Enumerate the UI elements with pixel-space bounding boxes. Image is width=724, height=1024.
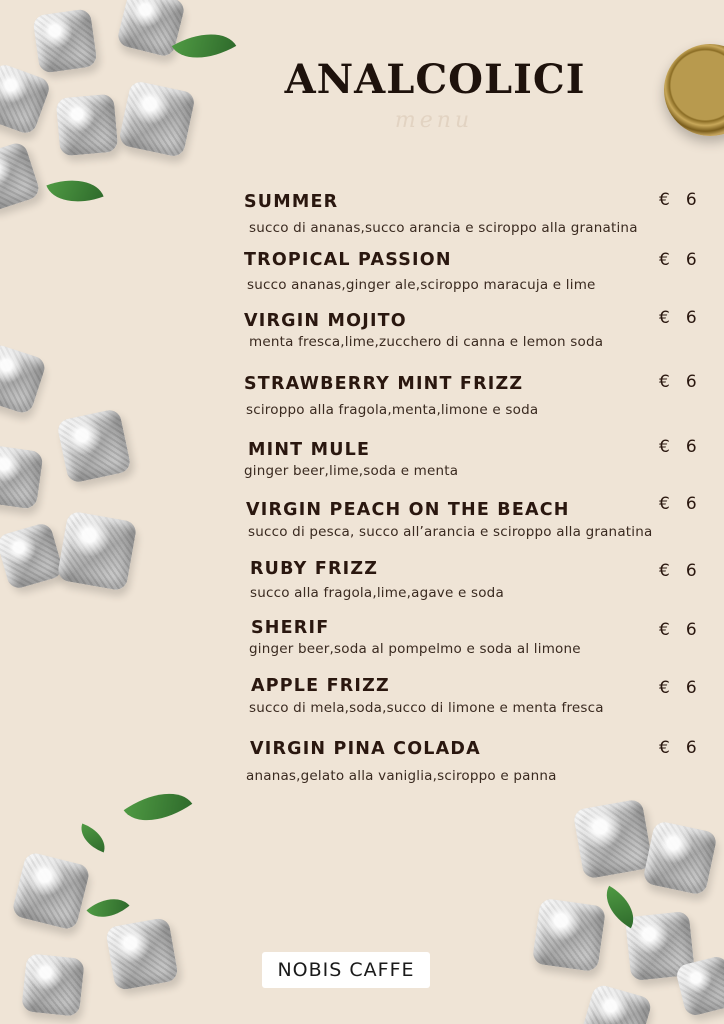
item-price <box>659 250 697 270</box>
item-name: MINT MULE <box>248 440 371 460</box>
item-price <box>659 620 697 640</box>
price-value: 6 <box>685 190 697 210</box>
item-description: sciroppo alla fragola,menta,limone e soda <box>246 402 539 418</box>
currency-symbol: € <box>659 190 670 210</box>
item-name: TROPICAL PASSION <box>244 250 452 270</box>
mint-leaf-icon <box>86 887 129 929</box>
currency-symbol: € <box>659 738 670 758</box>
price-value: 6 <box>685 738 697 758</box>
ice-cube-icon <box>0 140 42 213</box>
ice-cube-icon <box>0 342 48 415</box>
item-name: APPLE FRIZZ <box>251 676 390 696</box>
ice-cube-icon <box>11 851 91 931</box>
ice-cube-icon <box>21 953 85 1017</box>
item-price <box>659 308 697 328</box>
ice-cube-icon <box>56 408 132 484</box>
price-value: 6 <box>685 308 697 328</box>
currency-symbol: € <box>659 250 670 270</box>
ice-cube-icon <box>579 983 653 1024</box>
item-price <box>659 372 697 392</box>
mint-leaf-icon <box>46 168 103 213</box>
item-name: SUMMER <box>244 192 339 212</box>
item-price <box>659 561 697 581</box>
mint-leaf-icon <box>124 776 193 838</box>
menu-title: ANALCOLICI <box>284 56 586 103</box>
currency-symbol: € <box>659 372 670 392</box>
ice-cube-icon <box>32 8 98 74</box>
item-description: ananas,gelato alla vaniglia,sciroppo e panna <box>246 768 557 784</box>
item-description: ginger beer,lime,soda e menta <box>244 463 459 479</box>
cafe-logo-text: NOBIS CAFFE <box>277 959 415 981</box>
menu-subtitle: menu <box>394 108 474 133</box>
ice-cube-icon <box>642 820 718 896</box>
currency-symbol: € <box>659 678 670 698</box>
currency-symbol: € <box>659 494 670 514</box>
item-name: RUBY FRIZZ <box>250 559 379 579</box>
item-description: succo di pesca, succo all’arancia e sciroppo alla granatina <box>248 524 653 540</box>
item-name: VIRGIN MOJITO <box>244 311 407 331</box>
price-value: 6 <box>685 620 697 640</box>
ice-cube-icon <box>56 510 137 591</box>
item-price <box>659 738 697 758</box>
item-description: succo ananas,ginger ale,sciroppo maracuja e lime <box>247 277 596 293</box>
item-price <box>659 494 697 514</box>
item-description: succo di ananas,succo arancia e sciroppo alla granatina <box>249 220 638 236</box>
currency-symbol: € <box>659 437 670 457</box>
mint-leaf-icon <box>172 18 236 74</box>
bottle-cap-icon <box>664 44 724 136</box>
currency-symbol: € <box>659 561 670 581</box>
currency-symbol: € <box>659 308 670 328</box>
ice-cube-icon <box>0 521 65 590</box>
price-value: 6 <box>685 437 697 457</box>
item-name: VIRGIN PEACH ON THE BEACH <box>246 500 570 520</box>
ice-cube-icon <box>532 898 607 973</box>
item-price <box>659 190 697 210</box>
mint-leaf-icon <box>75 823 110 852</box>
cafe-logo <box>262 952 430 988</box>
price-value: 6 <box>685 250 697 270</box>
item-price <box>659 678 697 698</box>
item-description: ginger beer,soda al pompelmo e soda al limone <box>249 641 581 657</box>
price-value: 6 <box>685 372 697 392</box>
ice-cube-icon <box>572 798 653 879</box>
ice-cube-icon <box>56 94 119 157</box>
ice-cube-icon <box>0 62 52 136</box>
ice-cube-icon <box>0 444 44 510</box>
item-name: SHERIF <box>251 618 330 638</box>
item-description: succo di mela,soda,succo di limone e menta fresca <box>249 700 604 716</box>
item-description: menta fresca,lime,zucchero di canna e lemon soda <box>249 334 604 350</box>
price-value: 6 <box>685 561 697 581</box>
currency-symbol: € <box>659 620 670 640</box>
item-name: VIRGIN PINA COLADA <box>250 739 481 759</box>
ice-cube-icon <box>118 80 196 158</box>
item-description: succo alla fragola,lime,agave e soda <box>250 585 504 601</box>
item-price <box>659 437 697 457</box>
price-value: 6 <box>685 678 697 698</box>
ice-cube-icon <box>105 917 179 991</box>
price-value: 6 <box>685 494 697 514</box>
item-name: STRAWBERRY MINT FRIZZ <box>244 374 524 394</box>
